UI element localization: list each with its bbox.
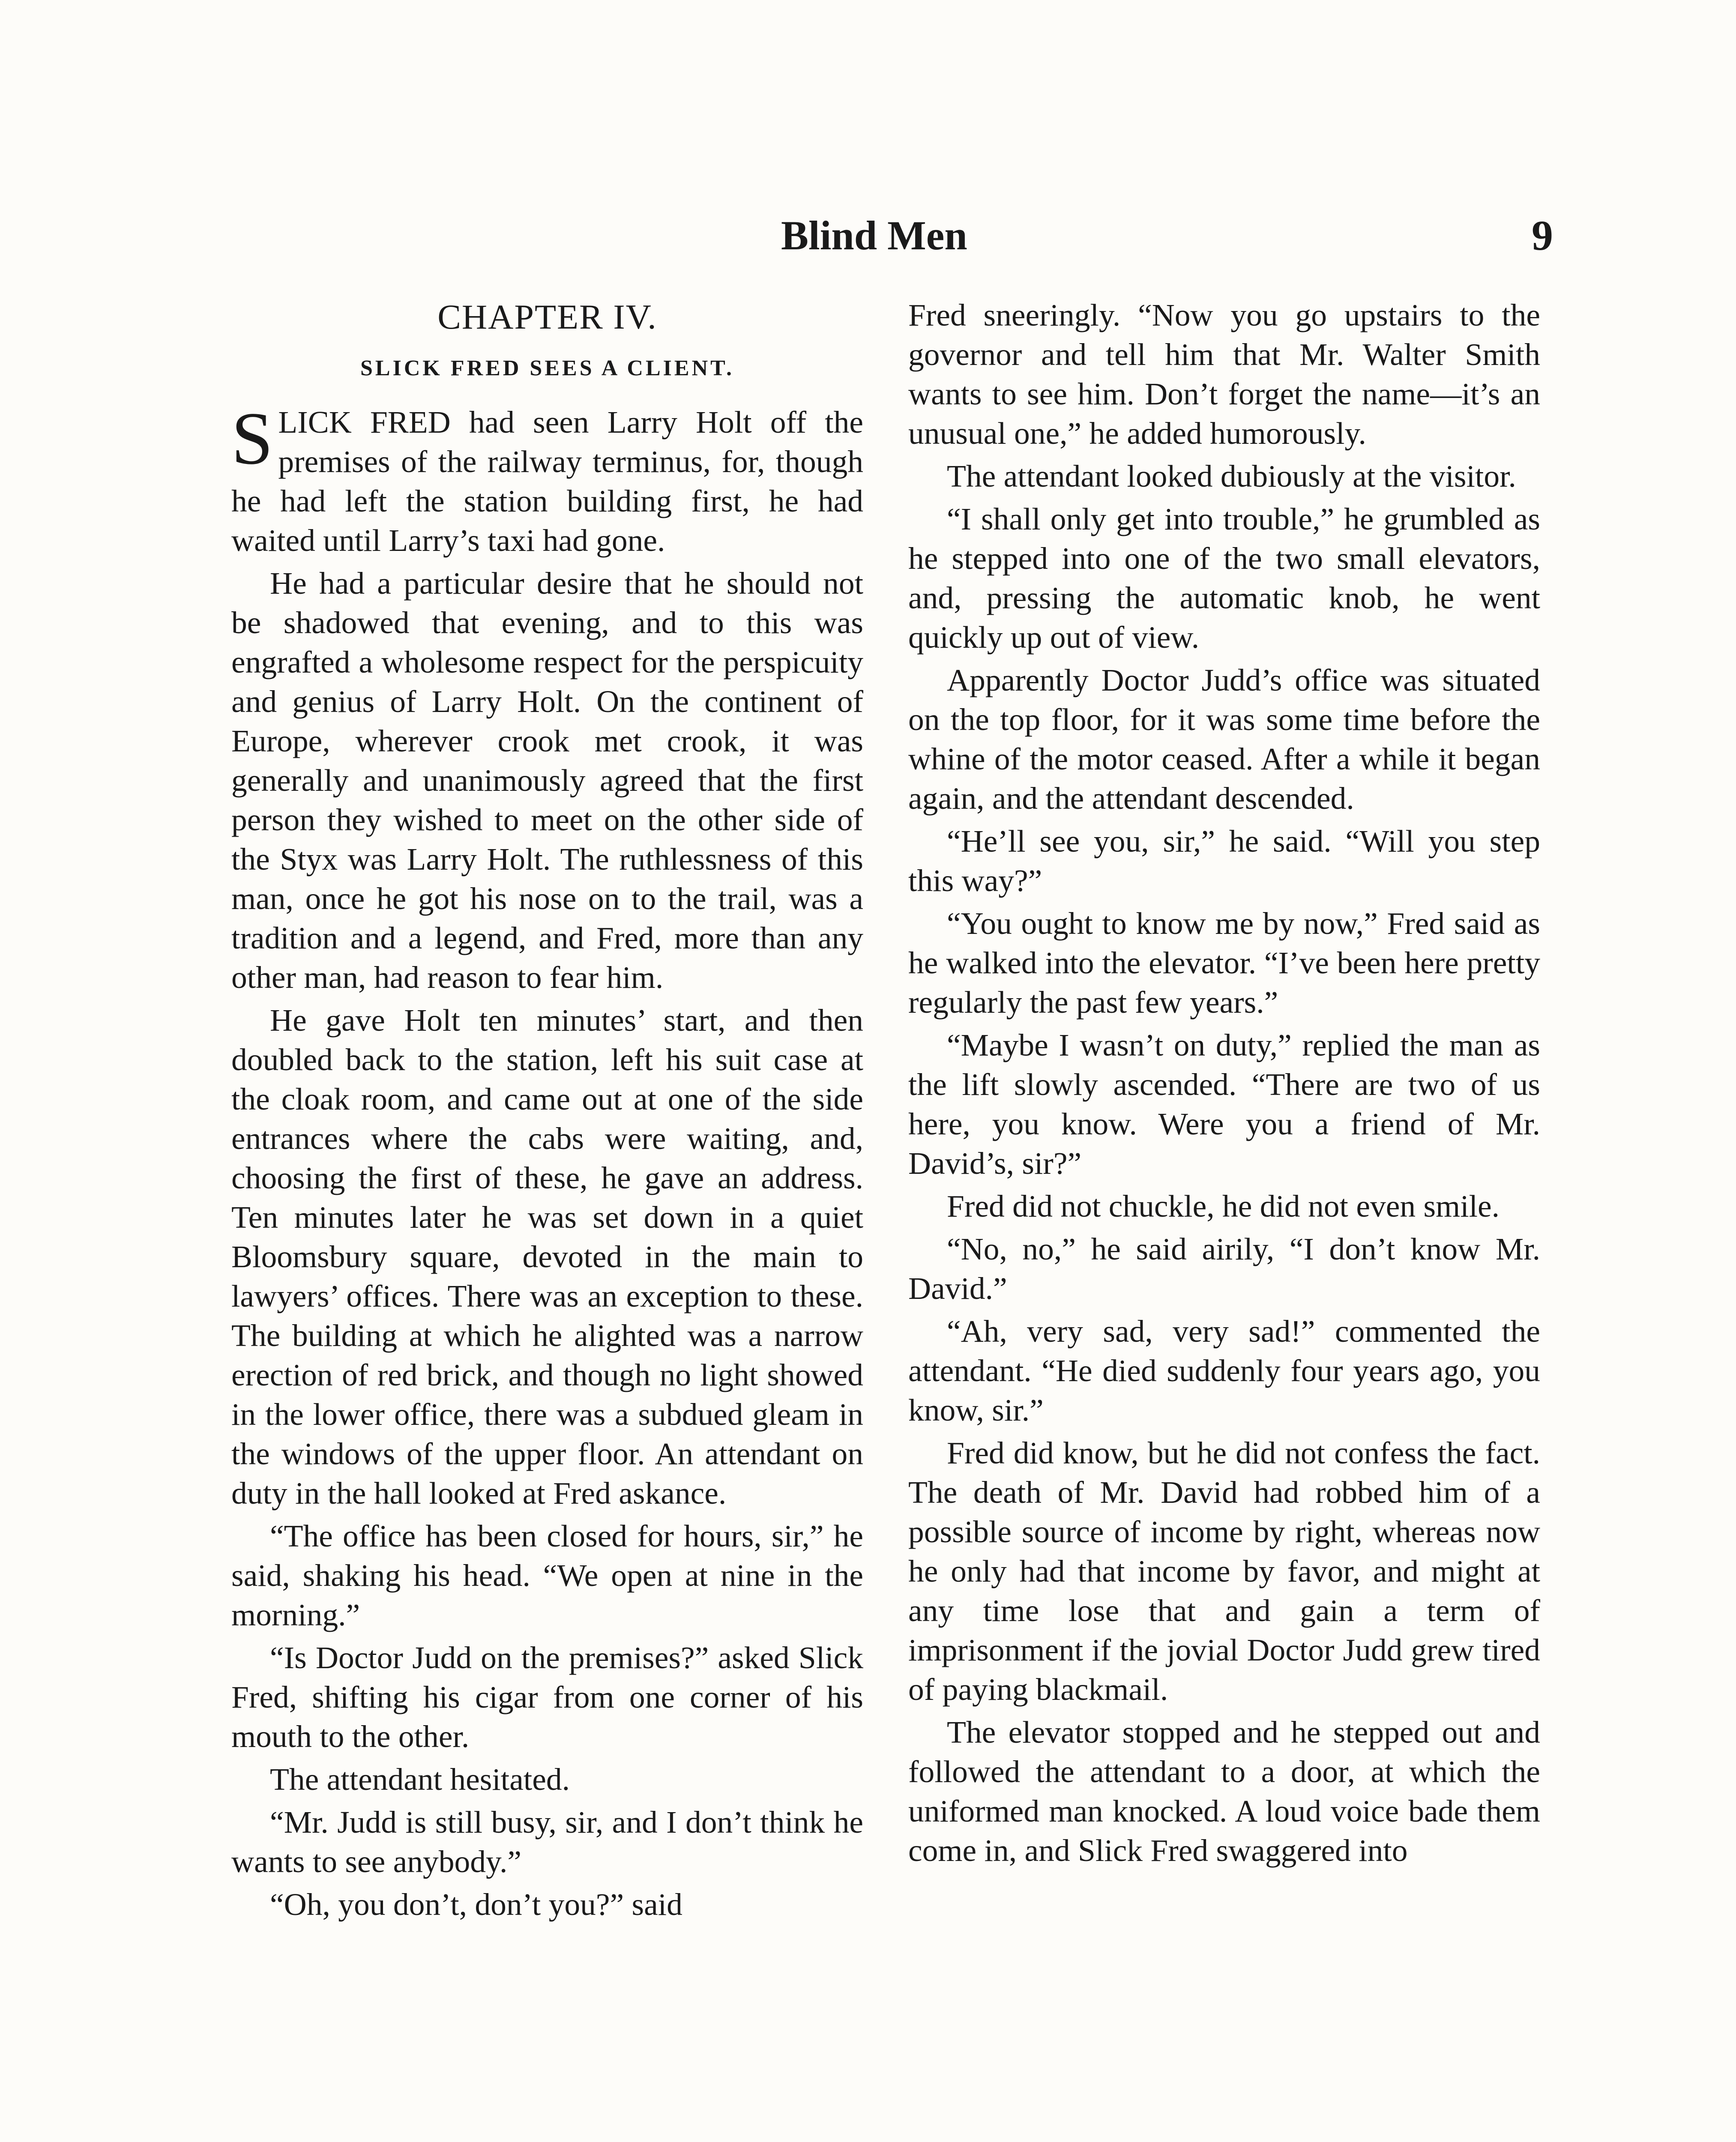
- paragraph: “I shall only get into trouble,” he grumbled as he stepped into one of the two small elevators, and, pressing the automatic knob, he went quickly up out of view.: [908, 502, 1540, 655]
- paragraph: “Oh, you don’t, don’t you?” said: [270, 1887, 682, 1922]
- paragraph: Fred did not chuckle, he did not even smile.: [947, 1189, 1500, 1224]
- chapter-subtitle: SLICK FRED SEES A CLIENT.: [360, 356, 734, 380]
- chapter-title: CHAPTER IV.: [437, 297, 657, 336]
- paragraph: He gave Holt ten minutes’ start, and then doubled back to the station, left his suit case at the cloak room, and came out at one of the side entrances where the cabs were waiting, and, choosing the first of these, he gave an address. Ten minutes later he was set down in a quiet Bloomsbury square, devoted in the main to lawyers’ offices. There was an exception to these. The building at which he alighted was a narrow erection of red brick, and though no light showed in the lower office, there was a subdued gleam in the windows of the upper floor. An attendant on duty in the hall looked at Fred askance.: [231, 1003, 863, 1511]
- right-column: [908, 296, 1540, 1874]
- paragraph: “He’ll see you, sir,” he said. “Will you step this way?”: [908, 824, 1540, 898]
- left-column: [231, 296, 863, 1928]
- page-number: 9: [1532, 212, 1553, 259]
- paragraph: “You ought to know me by now,” Fred said as he walked into the elevator. “I’ve been here pretty regularly the past few years.”: [908, 906, 1540, 1020]
- paragraph: The elevator stopped and he stepped out and followed the attendant to a door, at which the uniformed man knocked. A loud voice bade them come in, and Slick Fred swaggered into: [908, 1715, 1540, 1868]
- paragraph: [231, 397, 863, 560]
- paragraph: “Maybe I wasn’t on duty,” replied the man as the lift slowly ascended. “There are two of us here, you know. Were you a friend of Mr. David’s, sir?”: [908, 1028, 1540, 1181]
- paragraph: The attendant hesitated.: [270, 1762, 570, 1797]
- running-head: [231, 208, 1553, 263]
- paragraph: “Is Doctor Judd on the premises?” asked Slick Fred, shifting his cigar from one corner of his mouth to the other.: [231, 1640, 863, 1754]
- paragraph: “No, no,” he said airily, “I don’t know Mr. David.”: [908, 1232, 1540, 1306]
- running-title: Blind Men: [781, 212, 967, 258]
- paragraph: “The office has been closed for hours, sir,” he said, shaking his head. “We open at nine in the morning.”: [231, 1519, 863, 1632]
- paragraph: “Ah, very sad, very sad!” commented the attendant. “He died suddenly four years ago, you know, sir.”: [908, 1314, 1540, 1427]
- paragraph: He had a particular desire that he should not be shadowed that evening, and to this was engrafted a wholesome respect for the perspicuity and genius of Larry Holt. On the continent of Europe, wherever crook met crook, it was generally and unanimously agreed that the first person they wished to meet on the other side of the Styx was Larry Holt. The ruthlessness of this man, once he got his nose on to the trail, was a tradition and a legend, and Fred, more than any other man, had reason to fear him.: [231, 566, 863, 995]
- paragraph: “Mr. Judd is still busy, sir, and I don’t think he wants to see anybody.”: [231, 1805, 863, 1879]
- paragraph: Apparently Doctor Judd’s office was situated on the top floor, for it was some time before the whine of the motor ceased. After a while it began again, and the attendant descended.: [908, 663, 1540, 816]
- paragraph: The attendant looked dubiously at the visitor.: [947, 459, 1516, 494]
- paragraph-continued: Fred sneeringly. “Now you go upstairs to the governor and tell him that Mr. Walter Smith wants to see him. Don’t forget the name—it’s an unusual one,” he added humorously.: [908, 298, 1540, 451]
- paragraph-text: LICK FRED had seen Larry Holt off the premises of the railway terminus, for, though he had left the station building first, he had waited until Larry’s taxi had gone.: [231, 405, 863, 558]
- paragraph: Fred did know, but he did not confess the fact. The death of Mr. David had robbed him of a possible source of income by right, whereas now he only had that income by favor, and might at any time lose that and gain a term of imprisonment if the jovial Doctor Judd grew tired of paying blackmail.: [908, 1436, 1540, 1707]
- drop-cap: S: [231, 397, 273, 480]
